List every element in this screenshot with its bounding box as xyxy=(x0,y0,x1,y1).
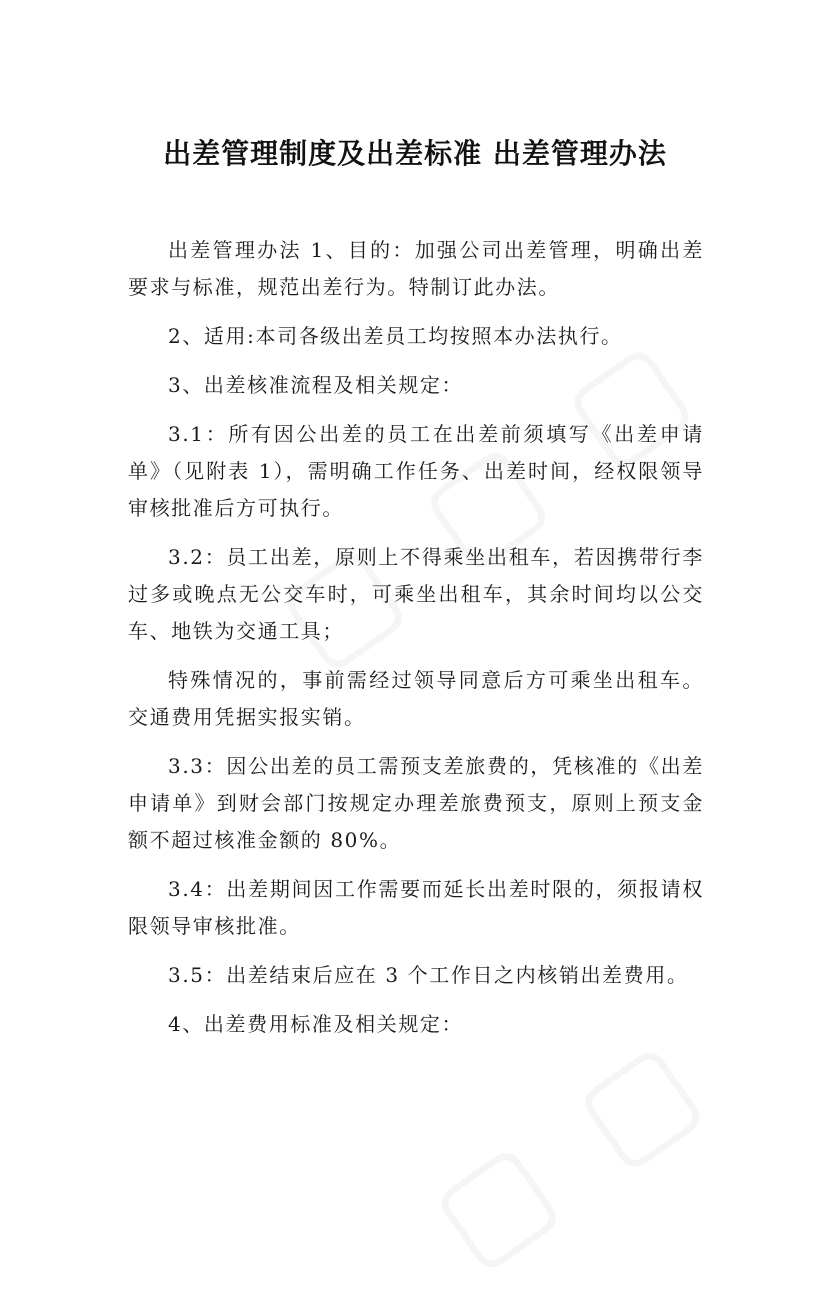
paragraph: 3.4：出差期间因工作需要而延长出差时限的，须报请权限领导审核批准。 xyxy=(128,877,704,938)
paragraph: 3.3：因公出差的员工需预支差旅费的，凭核准的《出差申请单》到财会部门按规定办理差旅费预支，原则上预支金额不超过核准金额的 80%。 xyxy=(128,754,704,852)
paragraph: 3、出差核准流程及相关规定： xyxy=(168,373,464,397)
paragraph: 出差管理办法 1、目的：加强公司出差管理，明确出差要求与标准，规范出差行为。特制订此办法。 xyxy=(128,238,704,299)
paragraph: 2、适用:本司各级出差员工均按照本办法执行。 xyxy=(168,324,623,348)
paragraph: 特殊情况的，事前需经过领导同意后方可乘坐出租车。交通费用凭据实报实销。 xyxy=(128,668,704,729)
paragraph: 3.5：出差结束后应在 3 个工作日之内核销出差费用。 xyxy=(168,963,689,987)
document-body xyxy=(128,232,704,1055)
paragraph: 3.2：员工出差，原则上不得乘坐出租车，若因携带行李过多或晚点无公交车时，可乘坐出租车，其余时间均以公交车、地铁为交通工具； xyxy=(128,545,704,643)
document-title: 出差管理制度及出差标准 出差管理办法 xyxy=(163,137,667,170)
paragraph: 3.1：所有因公出差的员工在出差前须填写《出差申请单》（见附表 1），需明确工作任务、出差时间，经权限领导审核批准后方可执行。 xyxy=(128,422,704,520)
paragraph: 4、出差费用标准及相关规定： xyxy=(168,1012,464,1036)
